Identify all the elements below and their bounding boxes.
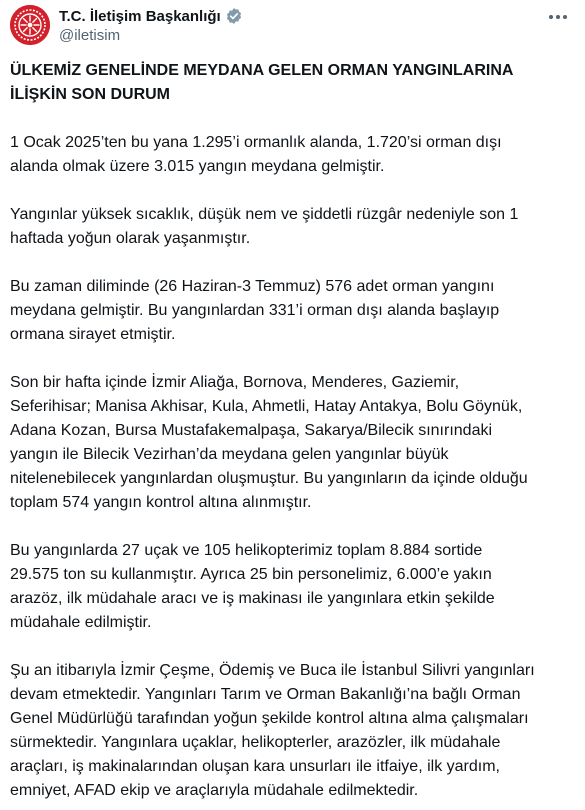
text-line: Bu yangınlarda 27 uçak ve 105 helikopterimiz toplam 8.884 sortide bbox=[10, 542, 483, 559]
tweet-text bbox=[10, 59, 578, 803]
text-line: 29.575 ton su kullanmıştır. Ayrıca 25 bin personelimiz, 6.000’e yakın bbox=[10, 566, 492, 583]
seal-logo-icon bbox=[10, 5, 50, 45]
avatar[interactable] bbox=[10, 5, 50, 45]
text-line: araçları, iş makinalarından oluşan kara unsurları ile itfaiye, ilk yardım, bbox=[10, 758, 500, 775]
text-line: devam etmektedir. Yangınları Tarım ve Orman Bakanlığı’na bağlı Orman bbox=[10, 686, 521, 703]
paragraph-fire-totals bbox=[10, 131, 578, 179]
text-line: Yangınlar yüksek sıcaklık, düşük nem ve şiddetli rüzgâr nedeniyle son 1 bbox=[10, 206, 519, 223]
text-line: Seferihisar; Manisa Akhisar, Kula, Ahmetli, Hatay Antakya, Bolu Göynük, bbox=[10, 398, 523, 415]
tweet-title-line: İLİŞKİN SON DURUM bbox=[10, 86, 170, 103]
name-row bbox=[59, 5, 243, 27]
text-line: Son bir hafta içinde İzmir Aliağa, Bornova, Menderes, Gaziemir, bbox=[10, 374, 460, 391]
text-line: müdahale edilmiştir. bbox=[10, 614, 152, 631]
tweet-header bbox=[10, 5, 575, 47]
paragraph-weekly-fires bbox=[10, 275, 578, 347]
text-line: emniyet, AFAD ekip ve araçlarıyla müdahale edilmektedir. bbox=[10, 782, 419, 799]
text-line: sürmektedir. Yangınlara uçaklar, helikopterler, arazözler, ilk müdahale bbox=[10, 734, 501, 751]
paragraph-major-fires bbox=[10, 371, 578, 515]
verified-badge-icon bbox=[225, 7, 243, 25]
text-line: 1 Ocak 2025’ten bu yana 1.295’i ormanlık alanda, 1.720’si orman dışı bbox=[10, 134, 502, 151]
text-line: Adana Kozan, Bursa Mustafakemalpaşa, Sakarya/Bilecik sınırındaki bbox=[10, 422, 493, 439]
text-line: Şu an itibarıyla İzmir Çeşme, Ödemiş ve Buca ile İstanbul Silivri yangınları bbox=[10, 662, 535, 679]
paragraph-weather-causes bbox=[10, 203, 578, 251]
display-name[interactable]: T.C. İletişim Başkanlığı bbox=[59, 7, 221, 25]
handle[interactable]: @iletisim bbox=[59, 27, 121, 44]
text-line: haftada yoğun olarak yaşanmıştır. bbox=[10, 230, 251, 247]
text-line: arazöz, ilk müdahale aracı ve iş makinası ile yangınlara etkin şekilde bbox=[10, 590, 495, 607]
paragraph-ongoing-fires bbox=[10, 659, 578, 803]
text-line: Genel Müdürlüğü tarafından yoğun şekilde kontrol altına alma çalışmaları bbox=[10, 710, 529, 727]
more-options-icon[interactable] bbox=[547, 7, 569, 27]
text-line: Bu zaman diliminde (26 Haziran-3 Temmuz) 576 adet orman yangını bbox=[10, 278, 495, 295]
text-line: alanda olmak üzere 3.015 yangın meydana gelmiştir. bbox=[10, 158, 385, 175]
text-line: nitelenebilecek yangınlardan oluşmuştur. Bu yangınların da içinde olduğu bbox=[10, 470, 528, 487]
text-line: ormana sirayet etmiştir. bbox=[10, 326, 176, 343]
paragraph-resources bbox=[10, 539, 578, 635]
tweet-title bbox=[10, 59, 578, 107]
text-line: meydana gelmiştir. Bu yangınlardan 331’i orman dışı alanda başlayıp bbox=[10, 302, 500, 319]
tweet-title-line: ÜLKEMİZ GENELİNDE MEYDANA GELEN ORMAN YANGINLARINA bbox=[10, 62, 514, 79]
text-line: yangın ile Bilecik Vezirhan’da meydana gelen yangınlar büyük bbox=[10, 446, 449, 463]
text-line: toplam 574 yangın kontrol altına alınmıştır. bbox=[10, 494, 312, 511]
